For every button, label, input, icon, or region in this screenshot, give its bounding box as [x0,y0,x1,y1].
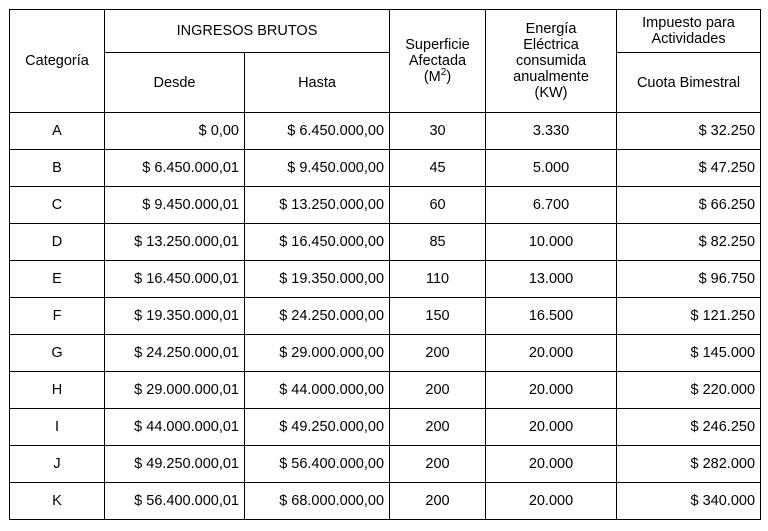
cell-hasta: $ 9.450.000,00 [245,150,390,187]
cell-categoria: E [10,261,105,298]
cell-categoria: H [10,372,105,409]
cell-desde: $ 0,00 [105,113,245,150]
cell-energia: 20.000 [486,335,617,372]
cell-cuota: $ 282.000 [617,446,761,483]
cell-hasta: $ 49.250.000,00 [245,409,390,446]
cell-superficie: 200 [390,372,486,409]
cell-desde: $ 49.250.000,01 [105,446,245,483]
cell-desde: $ 19.350.000,01 [105,298,245,335]
tax-categories-table [9,9,761,520]
header-cuota-bimestral: Cuota Bimestral [617,53,761,113]
header-desde: Desde [105,53,245,113]
cell-desde: $ 9.450.000,01 [105,187,245,224]
cell-superficie: 30 [390,113,486,150]
table-row [10,261,761,298]
table-row [10,372,761,409]
cell-superficie: 200 [390,335,486,372]
cell-hasta: $ 19.350.000,00 [245,261,390,298]
cell-energia: 10.000 [486,224,617,261]
table-row [10,224,761,261]
cell-hasta: $ 56.400.000,00 [245,446,390,483]
cell-superficie: 200 [390,446,486,483]
table-row [10,446,761,483]
cell-cuota: $ 246.250 [617,409,761,446]
table-body [10,113,761,520]
cell-categoria: A [10,113,105,150]
table-row [10,335,761,372]
header-energia: Energía Eléctrica consumida anualmente (KW) [486,10,617,113]
cell-categoria: I [10,409,105,446]
cell-desde: $ 29.000.000,01 [105,372,245,409]
cell-desde: $ 44.000.000,01 [105,409,245,446]
cell-energia: 6.700 [486,187,617,224]
cell-cuota: $ 121.250 [617,298,761,335]
header-superficie: Superficie Afectada $(M^2)$ [390,10,486,113]
table-header [10,10,761,113]
cell-categoria: G [10,335,105,372]
header-categoria: Categoría [10,10,105,113]
cell-superficie: 200 [390,483,486,520]
cell-superficie: 85 [390,224,486,261]
cell-hasta: $ 24.250.000,00 [245,298,390,335]
cell-cuota: $ 220.000 [617,372,761,409]
cell-desde: $ 56.400.000,01 [105,483,245,520]
cell-superficie: 200 [390,409,486,446]
cell-energia: 16.500 [486,298,617,335]
cell-cuota: $ 340.000 [617,483,761,520]
cell-cuota: $ 32.250 [617,113,761,150]
cell-energia: 13.000 [486,261,617,298]
header-hasta: Hasta [245,53,390,113]
cell-desde: $ 13.250.000,01 [105,224,245,261]
cell-superficie: 110 [390,261,486,298]
cell-categoria: K [10,483,105,520]
cell-desde: $ 24.250.000,01 [105,335,245,372]
cell-hasta: $ 44.000.000,00 [245,372,390,409]
header-ingresos-brutos: INGRESOS BRUTOS [105,10,390,53]
cell-cuota: $ 96.750 [617,261,761,298]
cell-energia: 20.000 [486,372,617,409]
table-row [10,113,761,150]
cell-categoria: B [10,150,105,187]
cell-hasta: $ 6.450.000,00 [245,113,390,150]
cell-energia: 20.000 [486,446,617,483]
table-row [10,298,761,335]
cell-hasta: $ 13.250.000,00 [245,187,390,224]
cell-energia: 20.000 [486,483,617,520]
cell-categoria: C [10,187,105,224]
cell-energia: 3.330 [486,113,617,150]
table-row [10,483,761,520]
cell-cuota: $ 145.000 [617,335,761,372]
cell-cuota: $ 82.250 [617,224,761,261]
cell-categoria: D [10,224,105,261]
cell-energia: 5.000 [486,150,617,187]
cell-hasta: $ 29.000.000,00 [245,335,390,372]
cell-desde: $ 16.450.000,01 [105,261,245,298]
cell-superficie: 45 [390,150,486,187]
cell-hasta: $ 16.450.000,00 [245,224,390,261]
header-impuesto: Impuesto para Actividades [617,10,761,53]
cell-superficie: 60 [390,187,486,224]
cell-desde: $ 6.450.000,01 [105,150,245,187]
table-row [10,150,761,187]
cell-energia: 20.000 [486,409,617,446]
cell-hasta: $ 68.000.000,00 [245,483,390,520]
cell-categoria: F [10,298,105,335]
table-row [10,187,761,224]
cell-superficie: 150 [390,298,486,335]
table-row [10,409,761,446]
cell-categoria: J [10,446,105,483]
cell-cuota: $ 47.250 [617,150,761,187]
cell-cuota: $ 66.250 [617,187,761,224]
